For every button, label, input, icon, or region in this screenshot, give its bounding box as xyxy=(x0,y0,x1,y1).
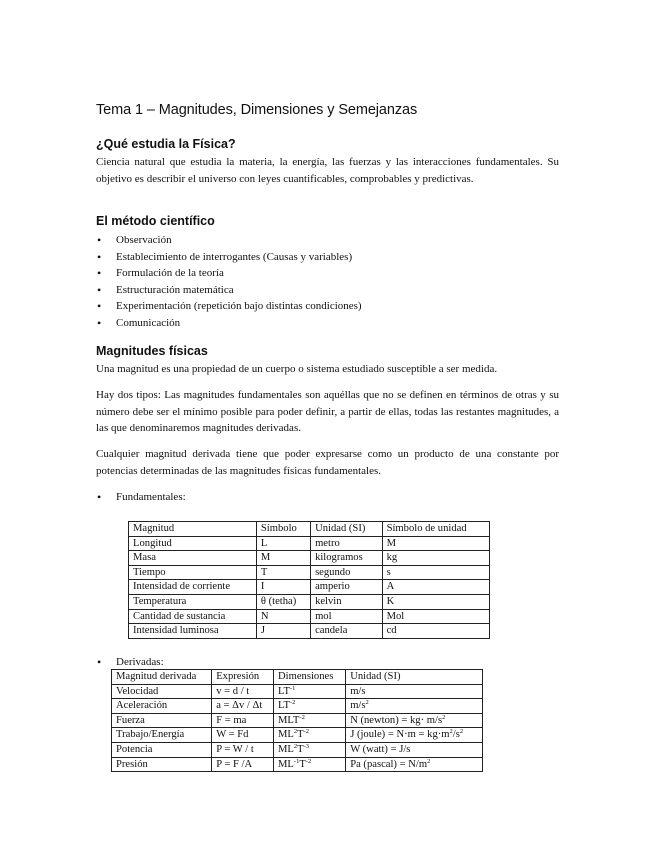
table-row xyxy=(112,728,483,743)
table-cell: Intensidad de corriente xyxy=(129,580,257,595)
list-item: • Experimentación (repetición bajo distintas condiciones) xyxy=(96,298,362,315)
table-cell: amperio xyxy=(311,580,383,595)
table-row xyxy=(129,624,490,639)
table-row xyxy=(112,757,483,772)
table-row xyxy=(112,742,483,757)
table-cell: A xyxy=(382,580,489,595)
table-cell: $m/s^2$ xyxy=(346,699,483,714)
table-cell: metro xyxy=(311,536,383,551)
table-row xyxy=(129,580,490,595)
list-item: • Derivadas: xyxy=(96,654,164,671)
table-cell: $LT^{-1}$ xyxy=(274,684,346,699)
section-heading-magnitudes: Magnitudes físicas xyxy=(96,344,208,358)
table-cell: Presión xyxy=(112,757,212,772)
table-cell: F = ma xyxy=(212,713,274,728)
method-steps-list xyxy=(96,232,362,332)
table-cell: kilogramos xyxy=(311,551,383,566)
table-cell: Trabajo/Energía xyxy=(112,728,212,743)
types-paragraph: Hay dos tipos: Las magnitudes fundamentales son aquéllas que no se definen en términos de otras y su número debe ser el mínimo posible para poder definir, a partir de ellas, todas las restantes magnitudes, a las que denominaremos magnitudes derivadas. xyxy=(96,389,559,434)
table-cell: W = Fd xyxy=(212,728,274,743)
table-cell: M xyxy=(256,551,310,566)
list-item: • Formulación de la teoría xyxy=(96,265,362,282)
table-row xyxy=(129,551,490,566)
table-header-row xyxy=(129,522,490,537)
table-cell: kelvin xyxy=(311,594,383,609)
section-heading-que-estudia: ¿Qué estudia la Física? xyxy=(96,137,236,151)
list-item: • Fundamentales: xyxy=(96,489,186,506)
list-item: • Observación xyxy=(96,232,362,249)
table-cell: P = W / t xyxy=(212,742,274,757)
table-cell: Intensidad luminosa xyxy=(129,624,257,639)
table-cell: Temperatura xyxy=(129,594,257,609)
table-header-row xyxy=(112,670,483,685)
table-header-cell: Expresión xyxy=(212,670,274,685)
table-cell: K xyxy=(382,594,489,609)
table-row xyxy=(129,536,490,551)
table-cell: Fuerza xyxy=(112,713,212,728)
table-cell: Masa xyxy=(129,551,257,566)
derived-paragraph: Cualquier magnitud derivada tiene que poder expresarse como un producto de una constante por potencias determinadas de las magnitudes físicas fundamentales. xyxy=(96,448,559,477)
physics-definition-paragraph: Ciencia natural que estudia la materia, la energía, las fuerzas y las interacciones fundamentales. Su objetivo es describir el universo con leyes cuantificables, comprobables y predictivas. xyxy=(96,156,559,185)
table-cell: $ML^2T^{-3}$ xyxy=(274,742,346,757)
table-header-cell: Dimensiones xyxy=(274,670,346,685)
table-cell: segundo xyxy=(311,565,383,580)
table-cell: Velocidad xyxy=(112,684,212,699)
table-cell: m/s xyxy=(346,684,483,699)
table-header-cell: Símbolo xyxy=(256,522,310,537)
table-header-cell: Símbolo de unidad xyxy=(382,522,489,537)
table-cell: Tiempo xyxy=(129,565,257,580)
table-cell: Aceleración xyxy=(112,699,212,714)
list-item: • Establecimiento de interrogantes (Causas y variables) xyxy=(96,249,362,266)
table-cell: mol xyxy=(311,609,383,624)
table-cell: J (joule) = $N\cdot m = kg\cdot m^2/s^2$ xyxy=(346,728,483,743)
table-cell: Pa (pascal) = $N/m^2$ xyxy=(346,757,483,772)
table-cell: Cantidad de sustancia xyxy=(129,609,257,624)
list-item: • Comunicación xyxy=(96,315,362,332)
table-cell: N (newton) = $kg\cdot m/s^2$ xyxy=(346,713,483,728)
table-cell: N xyxy=(256,609,310,624)
fundamental-magnitudes-table xyxy=(128,521,490,639)
table-row xyxy=(112,713,483,728)
table-cell: θ (tetha) xyxy=(256,594,310,609)
table-cell: $MLT^{-2}$ xyxy=(274,713,346,728)
table-header-cell: Magnitud derivada xyxy=(112,670,212,685)
table-cell: kg xyxy=(382,551,489,566)
section-heading-metodo: El método científico xyxy=(96,214,215,228)
table-cell: $ML^{-1}T^{-2}$ xyxy=(274,757,346,772)
table-header-cell: Unidad (SI) xyxy=(311,522,383,537)
table-cell: $LT^{-2}$ xyxy=(274,699,346,714)
table-cell: $ML^2T^{-2}$ xyxy=(274,728,346,743)
table-row xyxy=(112,699,483,714)
table-cell: J xyxy=(256,624,310,639)
table-cell: W (watt) = J/s xyxy=(346,742,483,757)
table-cell: M xyxy=(382,536,489,551)
fundamental-label-list xyxy=(96,489,186,506)
table-cell: L xyxy=(256,536,310,551)
table-cell: P = F /A xyxy=(212,757,274,772)
table-cell: Longitud xyxy=(129,536,257,551)
derived-magnitudes-table xyxy=(111,669,483,772)
table-row xyxy=(129,609,490,624)
table-cell: Mol xyxy=(382,609,489,624)
list-item: • Estructuración matemática xyxy=(96,282,362,299)
table-row xyxy=(112,684,483,699)
magnitude-definition-paragraph: Una magnitud es una propiedad de un cuerpo o sistema estudiado susceptible a ser medida. xyxy=(96,363,498,375)
table-cell: I xyxy=(256,580,310,595)
table-header-cell: Unidad (SI) xyxy=(346,670,483,685)
page-title: Tema 1 – Magnitudes, Dimensiones y Semejanzas xyxy=(96,102,418,118)
table-cell: a = Δv / Δt xyxy=(212,699,274,714)
table-cell: T xyxy=(256,565,310,580)
table-header-cell: Magnitud xyxy=(129,522,257,537)
table-cell: s xyxy=(382,565,489,580)
table-cell: Potencia xyxy=(112,742,212,757)
table-cell: v = d / t xyxy=(212,684,274,699)
table-cell: cd xyxy=(382,624,489,639)
table-row xyxy=(129,594,490,609)
table-row xyxy=(129,565,490,580)
table-cell: candela xyxy=(311,624,383,639)
